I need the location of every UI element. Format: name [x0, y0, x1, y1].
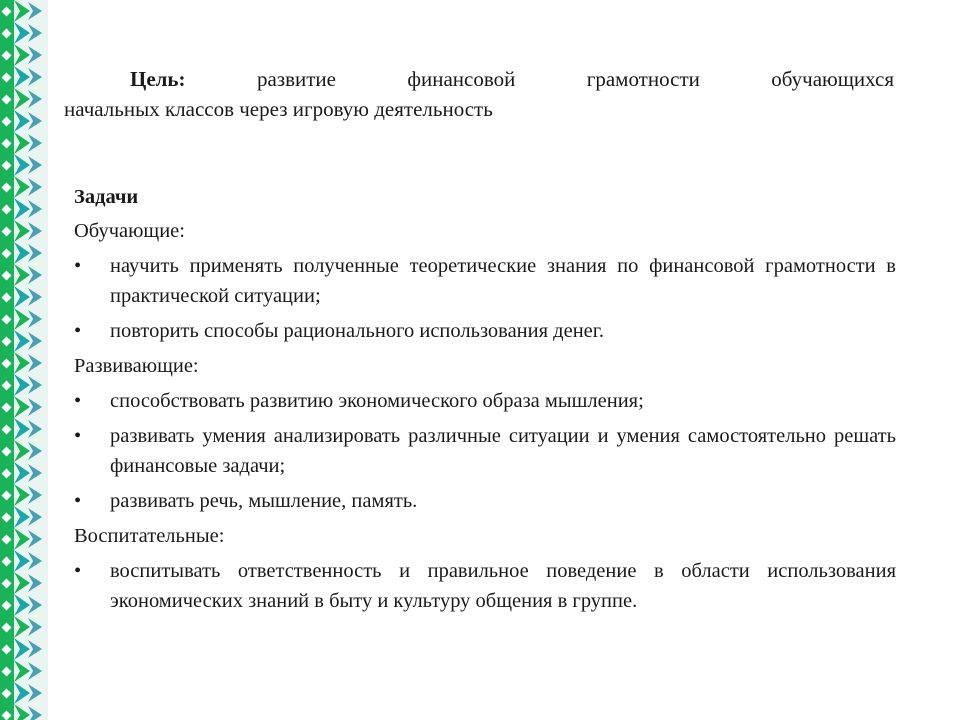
- group-label: Развивающие:: [74, 355, 199, 377]
- list-item-text: научить применять полученные теоретические знания по финансовой грамотности в практической ситуации;: [110, 255, 896, 307]
- list-item: [74, 251, 896, 311]
- list-item: [74, 421, 896, 481]
- bullet-icon: •: [74, 255, 82, 277]
- goal-paragraph: [64, 64, 894, 124]
- list-item-text: развивать речь, мышление, память.: [110, 490, 418, 512]
- list-item-text: развивать умения анализировать различные ситуации и умения самостоятельно решать финансовые задачи;: [110, 425, 896, 477]
- goal-label: Цель:: [130, 67, 186, 91]
- task-group-developing: [74, 351, 896, 516]
- bullet-icon: •: [74, 320, 82, 342]
- decorative-ornament-border: [0, 0, 48, 720]
- list-item: [74, 486, 896, 516]
- list-item-text: способствовать развитию экономического образа мышления;: [110, 390, 644, 412]
- bullet-icon: •: [74, 490, 82, 512]
- tasks-section: [74, 182, 896, 621]
- list-item: [74, 386, 896, 416]
- bullet-icon: •: [74, 390, 82, 412]
- group-label: Воспитательные:: [74, 525, 225, 547]
- list-item: [74, 316, 896, 346]
- tasks-title: Задачи: [74, 186, 139, 208]
- list-item: [74, 556, 896, 616]
- list-item-text: воспитывать ответственность и правильное поведение в области использования экономических знаний в быту и культуру общения в группе.: [110, 560, 896, 612]
- goal-first-line: [64, 64, 894, 94]
- task-group-educational: [74, 216, 896, 346]
- bullet-icon: •: [74, 560, 82, 582]
- group-label: Обучающие:: [74, 220, 185, 242]
- goal-text-line1: развитие финансовой грамотности обучающихся: [256, 67, 895, 91]
- list-item-text: повторить способы рационального использования денег.: [110, 320, 605, 342]
- goal-text-line2: начальных классов через игровую деятельность: [64, 97, 493, 121]
- task-group-upbringing: [74, 521, 896, 616]
- bullet-icon: •: [74, 425, 82, 447]
